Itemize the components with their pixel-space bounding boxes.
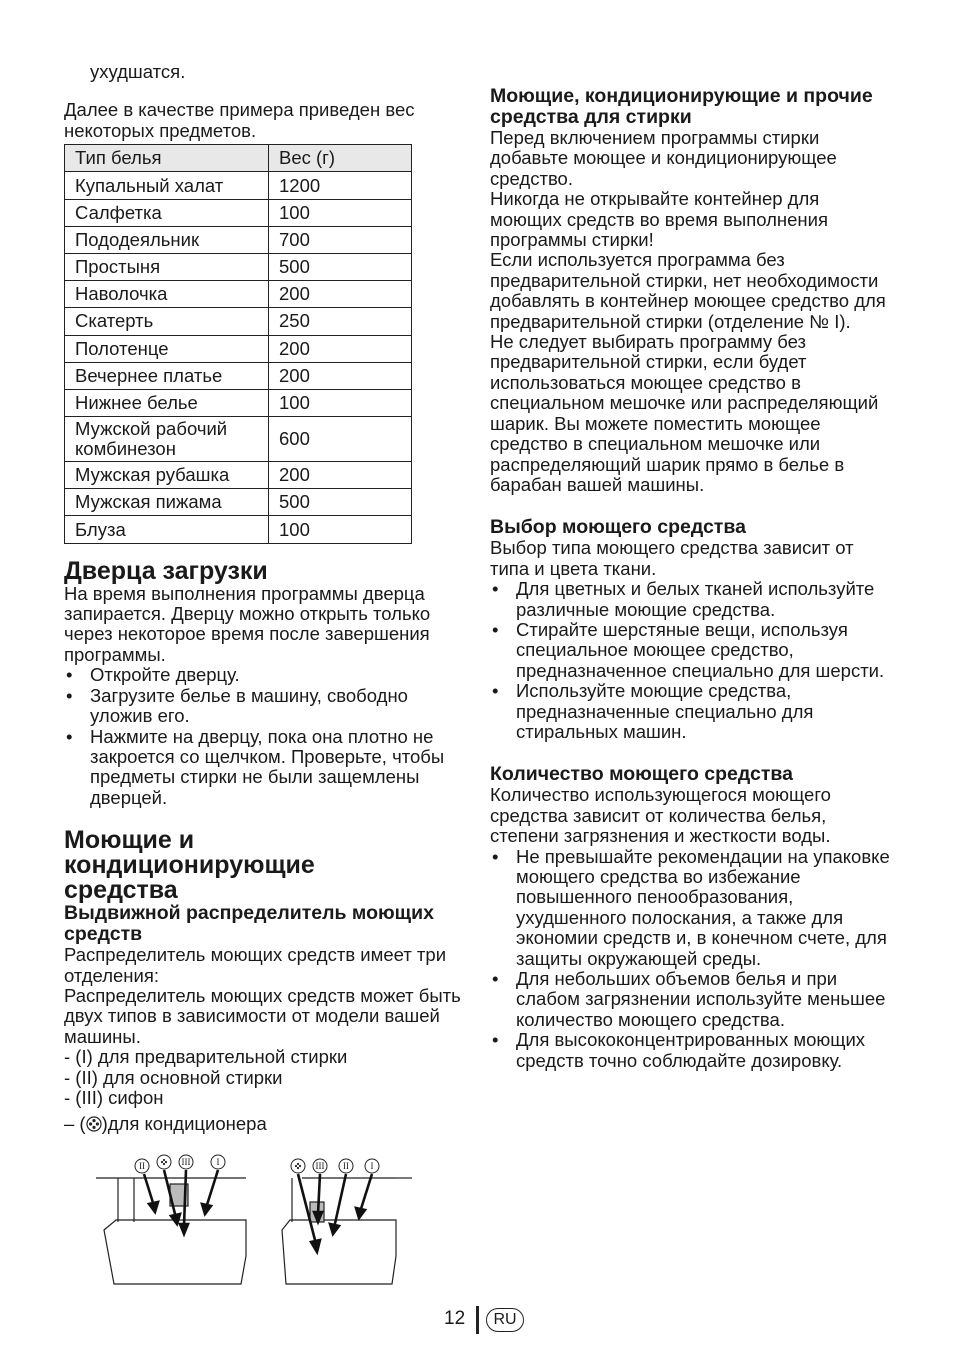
door-text: На время выполнения программы дверца запирается. Дверцу можно открыть только через некоторое время после завершения программы. <box>64 582 431 665</box>
table-row <box>65 389 412 416</box>
weight-cell: 200 <box>269 335 412 362</box>
table-row <box>65 335 412 362</box>
table-row <box>65 462 412 489</box>
compartment-label: III <box>181 1157 191 1167</box>
list-item: • Стирайте шерстяные вещи, используя специальное моющее средство, предназначенное специально для шерсти. <box>490 620 890 681</box>
header-cell: Тип белья <box>65 145 269 172</box>
item-cell: Салфетка <box>65 199 269 226</box>
item-cell: Мужская рубашка <box>65 462 269 489</box>
door-steps-list <box>64 665 464 808</box>
door-section-title: Дверца загрузки <box>64 556 268 585</box>
conditioner-suffix: )для кондиционера <box>101 1113 267 1135</box>
table-row <box>65 172 412 199</box>
detergent-choice-title: Выбор моющего средства <box>490 516 746 539</box>
weight-cell: 250 <box>269 308 412 335</box>
weight-cell: 500 <box>269 253 412 280</box>
table-row <box>65 362 412 389</box>
language-badge: RU <box>486 1308 524 1332</box>
item-cell: Пододеяльник <box>65 226 269 253</box>
compartment-label: III <box>315 1161 325 1171</box>
dispenser-figures <box>96 1148 426 1288</box>
detergent-amount-list <box>490 847 890 1071</box>
dispenser-text-2: Распределитель моющих средств может быть двух типов в зависимости от модели вашей машины. <box>64 984 461 1047</box>
compartment-label: II <box>139 1161 145 1171</box>
list-item: • Для высококонцентрированных моющих средств точно соблюдайте дозировку. <box>490 1030 890 1071</box>
table-header-row <box>65 145 412 172</box>
paragraph: Не следует выбирать программу без предварительной стирки, если будет использоваться моющее средство в специальном мешочке или распределяющий шарик. Вы можете поместить моющее средство в специальном мешочке или распределяющий шарик прямо в белье в барабан вашей машины. <box>490 331 879 495</box>
paragraph: Если используется программа без предварительной стирки, нет необходимости добавлять в контейнер моющее средство для предварительной стирки (отделение № I). <box>490 249 886 332</box>
spacer <box>64 82 464 100</box>
item-cell: Скатерть <box>65 308 269 335</box>
list-item: • Используйте моющие средства, предназначенные специально для стиральных машин. <box>490 681 890 742</box>
detergents-section-title: Моющие и кондиционирующие средства <box>64 826 315 905</box>
item-cell: Мужская пижама <box>65 489 269 516</box>
weight-cell: 200 <box>269 362 412 389</box>
laundry-weight-table <box>64 144 412 543</box>
dispenser-subtitle: Выдвижной распределитель моющих средств <box>64 902 434 946</box>
footer-divider <box>476 1306 479 1334</box>
table-row <box>65 516 412 543</box>
list-item: • Для небольших объемов белья и при слабом загрязнении используйте меньшее количество моющего средства. <box>490 969 890 1030</box>
item-cell: Простыня <box>65 253 269 280</box>
conditioner-prefix: – ( <box>64 1113 86 1135</box>
dispenser-diagram <box>96 1148 426 1288</box>
compartment-item: - (I) для предварительной стирки <box>64 1046 348 1068</box>
table-row <box>65 281 412 308</box>
list-item: • Откройте дверцу. <box>64 665 464 685</box>
page-footer <box>0 1306 954 1336</box>
detergent-amount-title: Количество моющего средства <box>490 763 793 786</box>
item-cell: Наволочка <box>65 281 269 308</box>
item-cell: Полотенце <box>65 335 269 362</box>
table-row <box>65 417 412 462</box>
weight-cell: 500 <box>269 489 412 516</box>
table-row <box>65 226 412 253</box>
flower-icon <box>86 1116 102 1136</box>
list-item: • Для цветных и белых тканей используйте различные моющие средства. <box>490 579 890 620</box>
weight-cell: 600 <box>269 417 412 462</box>
weight-cell: 100 <box>269 389 412 416</box>
table-row <box>65 308 412 335</box>
detergent-choice-list <box>490 579 890 742</box>
paragraph: Количество использующегося моющего средства зависит от количества белья, степени загрязнения и жесткости воды. <box>490 784 831 847</box>
item-cell: Нижнее белье <box>65 389 269 416</box>
compartment-label: I <box>216 1157 220 1167</box>
item-cell: Блуза <box>65 516 269 543</box>
item-cell: Вечернее платье <box>65 362 269 389</box>
weight-cell: 200 <box>269 462 412 489</box>
list-item: • Не превышайте рекомендации на упаковке моющего средства во избежание повышенного пенообразования, ухудшенного полоскания, а также для экономии средств и, в конечном счете, для защиты окружающей среды. <box>490 847 890 969</box>
compartment-item: - (II) для основной стирки <box>64 1066 283 1088</box>
table-row <box>65 489 412 516</box>
paragraph: Выбор типа моющего средства зависит от типа и цвета ткани. <box>490 537 854 579</box>
compartment-label: II <box>343 1161 349 1171</box>
table-row <box>65 199 412 226</box>
compartment-label: I <box>370 1161 374 1171</box>
conditioner-item <box>64 1114 464 1136</box>
page-number: 12 <box>444 1308 466 1329</box>
item-cell: Купальный халат <box>65 172 269 199</box>
item-cell: Мужской рабочий комбинезон <box>65 417 269 462</box>
continued-text: ухудшатся. <box>90 61 186 82</box>
header-cell: Вес (г) <box>269 145 412 172</box>
paragraph: Перед включением программы стирки добавьте моющее и кондиционирующее средство. <box>490 127 837 189</box>
warning-paragraph: Никогда не открывайте контейнер для моющих средств во время выполнения программы стирки! <box>490 188 828 251</box>
compartment-item: - (III) сифон <box>64 1086 164 1108</box>
weight-cell: 1200 <box>269 172 412 199</box>
right-column <box>490 86 890 1071</box>
weights-intro: Далее в качестве примера приведен вес некоторых предметов. <box>64 99 415 141</box>
detergent-types-title: Моющие, кондиционирующие и прочие средства для стирки <box>490 85 873 128</box>
table-row <box>65 253 412 280</box>
weight-cell: 200 <box>269 281 412 308</box>
list-item: • Нажмите на дверцу, пока она плотно не закроется со щелчком. Проверьте, чтобы предметы стирки не были защемлены дверцей. <box>64 727 464 809</box>
weight-cell: 700 <box>269 226 412 253</box>
dispenser-text-1: Распределитель моющих средств имеет три отделения: <box>64 944 447 986</box>
left-column <box>64 62 464 1137</box>
weight-cell: 100 <box>269 199 412 226</box>
weight-cell: 100 <box>269 516 412 543</box>
list-item: • Загрузите белье в машину, свободно уложив его. <box>64 686 464 727</box>
